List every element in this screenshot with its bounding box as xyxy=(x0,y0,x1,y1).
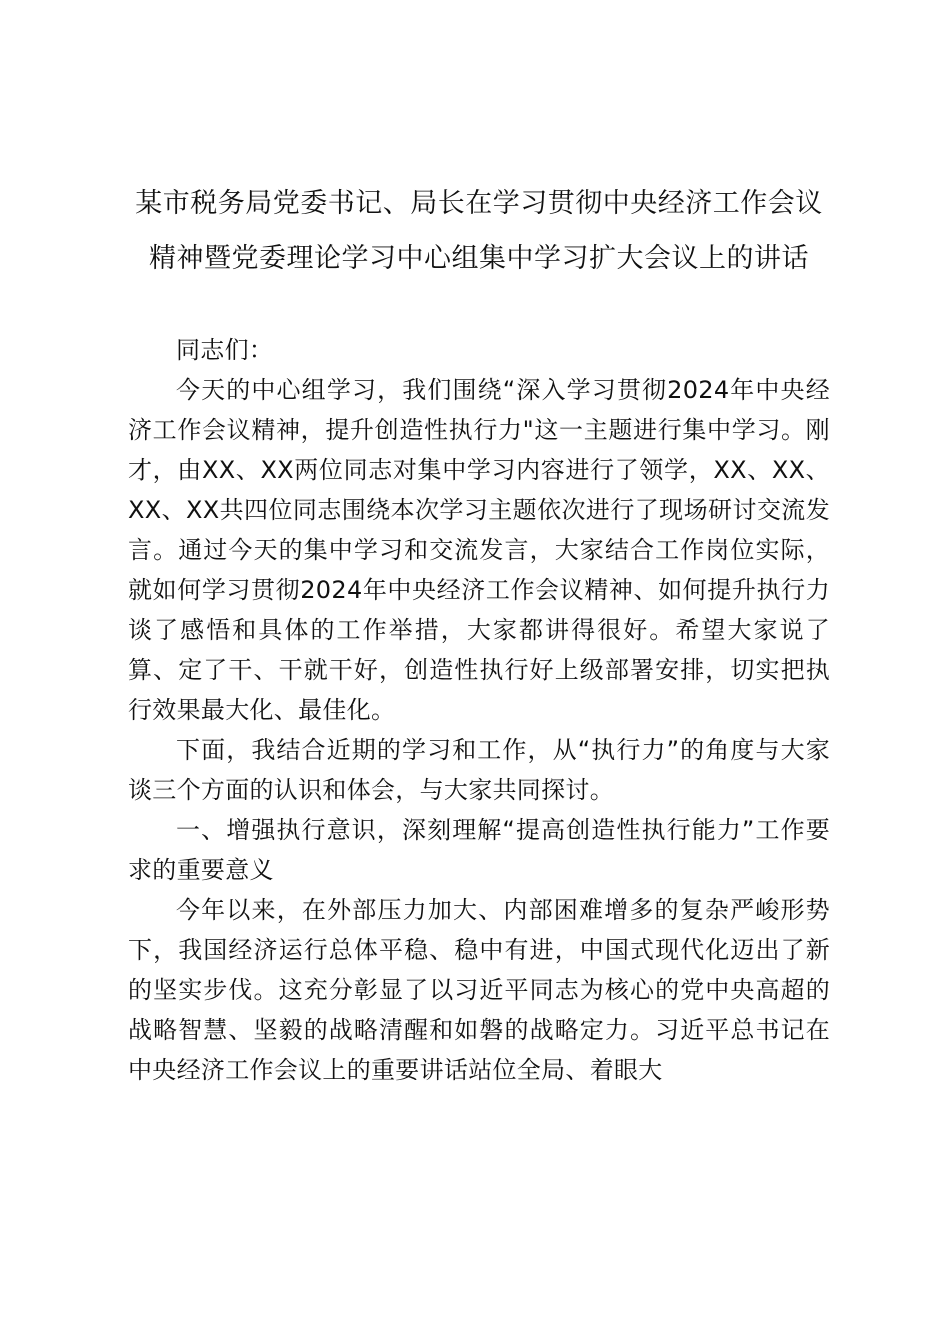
document-title: 某市税务局党委书记、局长在学习贯彻中央经济工作会议精神暨党委理论学习中心组集中学习扩大会议上的讲话 xyxy=(135,188,823,274)
paragraph-outline: 下面，我结合近期的学习和工作，从“执行力”的角度与大家谈三个方面的认识和体会，与大家共同探讨。 xyxy=(128,736,830,804)
document-body xyxy=(128,330,830,1090)
greeting: 同志们： xyxy=(176,336,274,364)
paragraph-section-1: 今年以来，在外部压力加大、内部困难增多的复杂严峻形势下，我国经济运行总体平稳、稳中有进，中国式现代化迈出了新的坚实步伐。这充分彰显了以习近平同志为核心的党中央高超的战略智慧、坚毅的战略清醒和如磐的战略定力。习近平总书记在中央经济工作会议上的重要讲话站位全局、着眼大 xyxy=(128,896,830,1084)
section-heading-1: 一、增强执行意识，深刻理解“提高创造性执行能力”工作要求的重要意义 xyxy=(128,816,830,884)
paragraph-intro: 今天的中心组学习，我们围绕“深入学习贯彻2024年中央经济工作会议精神，提升创造性执行力"这一主题进行集中学习。刚才，由XX、XX两位同志对集中学习内容进行了领学，XX、XX、XX、XX共四位同志围绕本次学习主题依次进行了现场研讨交流发言。通过今天的集中学习和交流发言，大家结合工作岗位实际，就如何学习贯彻2024年中央经济工作会议精神、如何提升执行力谈了感悟和具体的工作举措，大家都讲得很好。希望大家说了算、定了干、干就干好，创造性执行好上级部署安排，切实把执行效果最大化、最佳化。 xyxy=(128,376,830,724)
